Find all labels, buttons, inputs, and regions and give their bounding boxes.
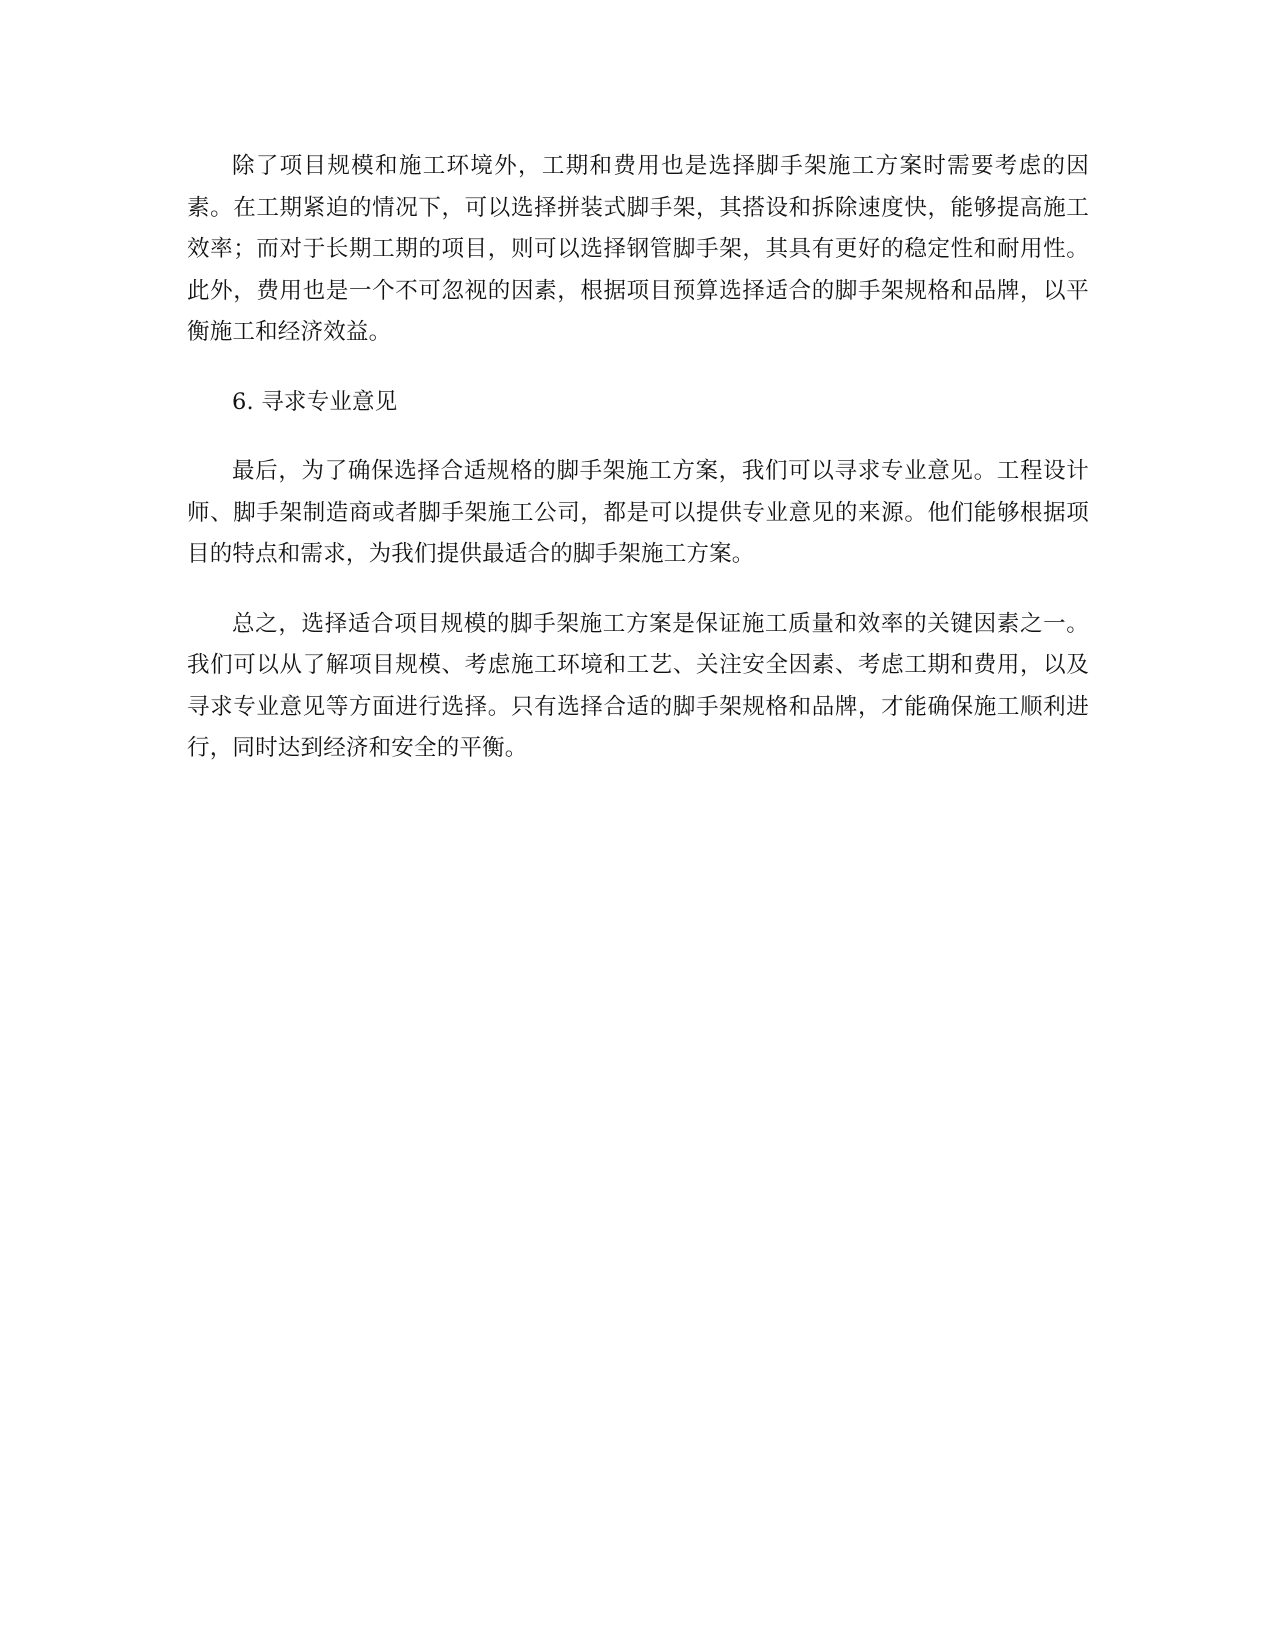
document-body — [187, 146, 1089, 798]
paragraph-conclusion: 总之，选择适合项目规模的脚手架施工方案是保证施工质量和效率的关键因素之一。我们可以从了解项目规模、考虑施工环境和工艺、关注安全因素、考虑工期和费用，以及寻求专业意见等方面进行选择。只有选择合适的脚手架规格和品牌，才能确保施工顺利进行，同时达到经济和安全的平衡。 — [187, 610, 1089, 761]
paragraph-schedule-cost: 除了项目规模和施工环境外，工期和费用也是选择脚手架施工方案时需要考虑的因素。在工期紧迫的情况下，可以选择拼装式脚手架，其搭设和拆除速度快，能够提高施工效率；而对于长期工期的项目，则可以选择钢管脚手架，其具有更好的稳定性和耐用性。此外，费用也是一个不可忽视的因素，根据项目预算选择适合的脚手架规格和品牌，以平衡施工和经济效益。 — [187, 153, 1089, 345]
paragraph-professional-advice: 最后，为了确保选择合适规格的脚手架施工方案，我们可以寻求专业意见。工程设计师、脚手架制造商或者脚手架施工公司，都是可以提供专业意见的来源。他们能够根据项目的特点和需求，为我们提供最适合的脚手架施工方案。 — [187, 458, 1089, 567]
section-heading-professional-advice: 6. 寻求专业意见 — [232, 388, 398, 415]
